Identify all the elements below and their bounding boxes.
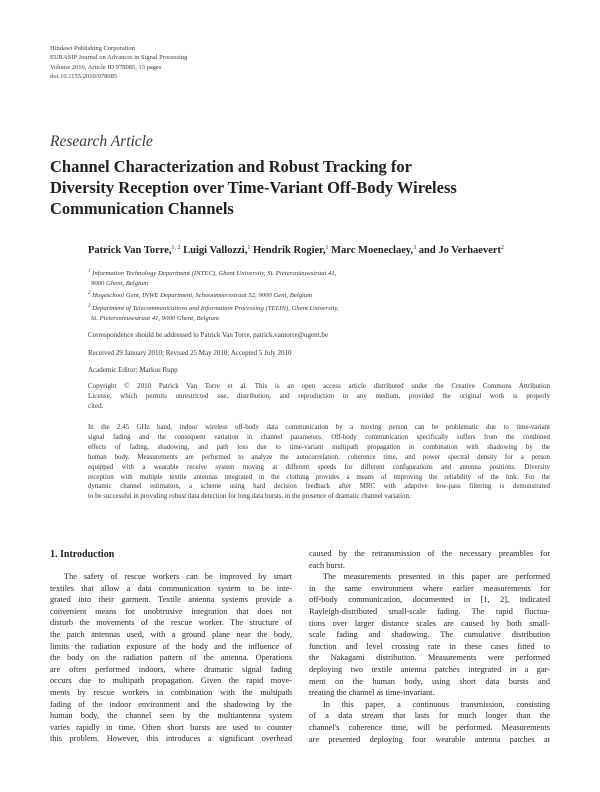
affiliation-mark: 3 <box>88 303 91 309</box>
body-line: varies rapidly in time. Often short bursts are used to counter <box>50 722 292 732</box>
author-name[interactable]: Marc Moeneclaey, <box>331 245 414 256</box>
copyright-notice: Copyright © 2010 Patrick Van Torre et al. This is an open access article distributed under the Creative Commons Attribution License, which permits unrestricted use, distribution, and reproduction in any medium, provided the original work is properly cited. <box>88 382 550 410</box>
body-line: the Nakagami distribution. Measurements were performed <box>309 653 550 663</box>
section-heading: 1. Introduction <box>50 549 115 560</box>
body-line: ments by rescue workers in combination with the multipath <box>50 687 292 697</box>
publisher: Hindawi Publishing Corporation <box>50 45 135 52</box>
affiliation-line: 9000 Ghent, Belgium <box>91 280 149 288</box>
body-line: tions over larger distance scales are caused by both small- <box>309 618 550 628</box>
body-line: fading of the indoor environment and the shadowing by the <box>50 699 292 709</box>
body-line: off-body communication, documented in [1, 2], indicated <box>309 595 550 605</box>
title-line: Communication Channels <box>50 199 234 218</box>
author-name[interactable]: Hendrik Rogier, <box>252 245 326 256</box>
body-line: grated into their garment. Textile antenna systems provide a <box>50 595 292 605</box>
author-name[interactable]: Luigi Vallozzi, <box>183 245 248 256</box>
author-affiliation-mark: 1 <box>247 245 251 251</box>
body-line: are often performed indoors, where dramatic signal fading <box>50 664 292 674</box>
received-dates: Received 29 January 2010; Revised 25 May 2010; Accepted 5 July 2010 <box>88 349 292 357</box>
body-line: ment on the human body, using short data bursts and <box>309 676 550 686</box>
body-line: The measurements presented in this paper are performed <box>323 572 550 582</box>
body-line: the body on the radiation pattern of the antenna. Operations <box>50 653 292 663</box>
article-type: Research Article <box>50 133 153 150</box>
author-affiliation-mark: 3 <box>413 245 417 251</box>
academic-editor: Academic Editor: Markus Rupp <box>88 366 178 374</box>
body-line: In this paper, a continuous transmission, consisting <box>323 699 550 709</box>
affiliation-line: $^3$ Department of Telecommunications and Information Processing (TELIN), Ghent University, <box>88 303 339 312</box>
abstract: In the 2.45 GHz band, indoor wireless off-body data communication by a moving person can be problematic due to time-variant signal fading and the consequent variation in channel parameters. Off-body communication specifically suffers from the combined effects of fading, shadowing, and path loss due to time-variant multipath propagation in combination with shadowing by the human body. Measurements are performed to analyze the autocorrelation, coherence time, and power spectral density for a person equipped with a wearable receive system moving at different speeds for different configurations and antenna positions. Diversity reception with multiple textile antennas integrated in the clothing provides a means of improving the reliability of the link. For the dynamic channel estimation, a scheme using hard decision feedback after MRC with adaptive low-pass filtering is demonstrated to be successful in providing robust data detection for long data bursts, in the presence of dramatic channel variation. <box>88 424 550 501</box>
body-line: disturb the movements of the rescue worker. The structure of <box>50 618 292 628</box>
body-line: textiles that allow a data communication system to be inte- <box>50 583 292 593</box>
affiliations <box>88 267 339 324</box>
body-line: deploying two textile antenna patches integrated in a gar- <box>309 664 550 674</box>
body-line: are presented deploying four wearable antenna patches at <box>309 734 550 744</box>
body-line: human body, the channel seen by the multiantenna system <box>50 711 292 721</box>
body-line: treating the channel as time-invariant. <box>309 688 435 698</box>
author-name[interactable]: Patrick Van Torre, <box>88 245 172 256</box>
body-line: The safety of rescue workers can be improved by smart <box>64 572 292 581</box>
title-line: Diversity Reception over Time-Variant Off-Body Wireless <box>50 178 457 197</box>
correspondence: Correspondence should be addressed to Patrick Van Torre, patrick.vantorre@ugent.be <box>88 331 328 339</box>
body-line: this problem. However, this introduces a significant overhead <box>50 734 292 744</box>
body-column-left <box>50 571 292 745</box>
title-line: Channel Characterization and Robust Tracking for <box>50 157 412 176</box>
journal-name: EURASIP Journal on Advances in Signal Processing <box>50 54 188 62</box>
author-name[interactable]: and Jo Verhaevert <box>418 245 502 256</box>
paper-title <box>50 156 550 219</box>
author-affiliation-mark: 1, 2 <box>171 245 181 251</box>
body-column-right <box>309 548 550 745</box>
body-line: caused by the retransmission of the necessary preambles for <box>309 549 550 558</box>
affiliation-line: $^1$ Information Technology Department (INTEC), Ghent University, St. Pietersnieuwstraat 41, <box>88 269 337 277</box>
volume-info: Volume 2010, Article ID 978085, 13 pages <box>50 63 162 71</box>
affiliation-mark: 1 <box>88 269 91 274</box>
doi[interactable]: doi:10.1155/2010/978085 <box>50 73 118 81</box>
body-line: limits the radiation exposure of the body and the influence of <box>50 641 292 651</box>
body-line: Rayleigh-distributed small-scale fading. The rapid fluctua- <box>309 606 550 616</box>
author-affiliation-mark: 1 <box>325 245 329 251</box>
body-line: each burst. <box>309 560 345 570</box>
body-line: scale fading and shadowing. The cumulative distribution <box>309 630 550 640</box>
author-affiliation-mark: 2 <box>501 245 505 251</box>
affiliation-line: St. Pietersnieuwstraat 41, 9000 Ghent, Belgium <box>91 314 219 322</box>
body-line: function and level crossing rate in these cases fitted to <box>309 641 550 651</box>
author-list <box>88 245 504 256</box>
affiliation-mark: 2 <box>88 291 91 297</box>
affiliation-line: $^2$ Hogeschool Gent, INWE Department, Schoonmeersstraat 52, 9000 Gent, Belgium <box>88 291 313 300</box>
body-line: occurs due to multipath propagation. Given the rapid move- <box>50 676 292 686</box>
body-line: the patch antennas used, with a ground plane near the body, <box>50 629 292 639</box>
body-line: of a data stream that lasts for much longer than the <box>309 711 550 721</box>
body-line: in the same environment where earlier measurements for <box>309 583 550 593</box>
body-line: convenient means for unobtrusive integration that does not <box>50 606 292 616</box>
journal-header <box>50 44 187 82</box>
body-line: channel's coherence time, will be performed. Measurements <box>309 722 550 732</box>
